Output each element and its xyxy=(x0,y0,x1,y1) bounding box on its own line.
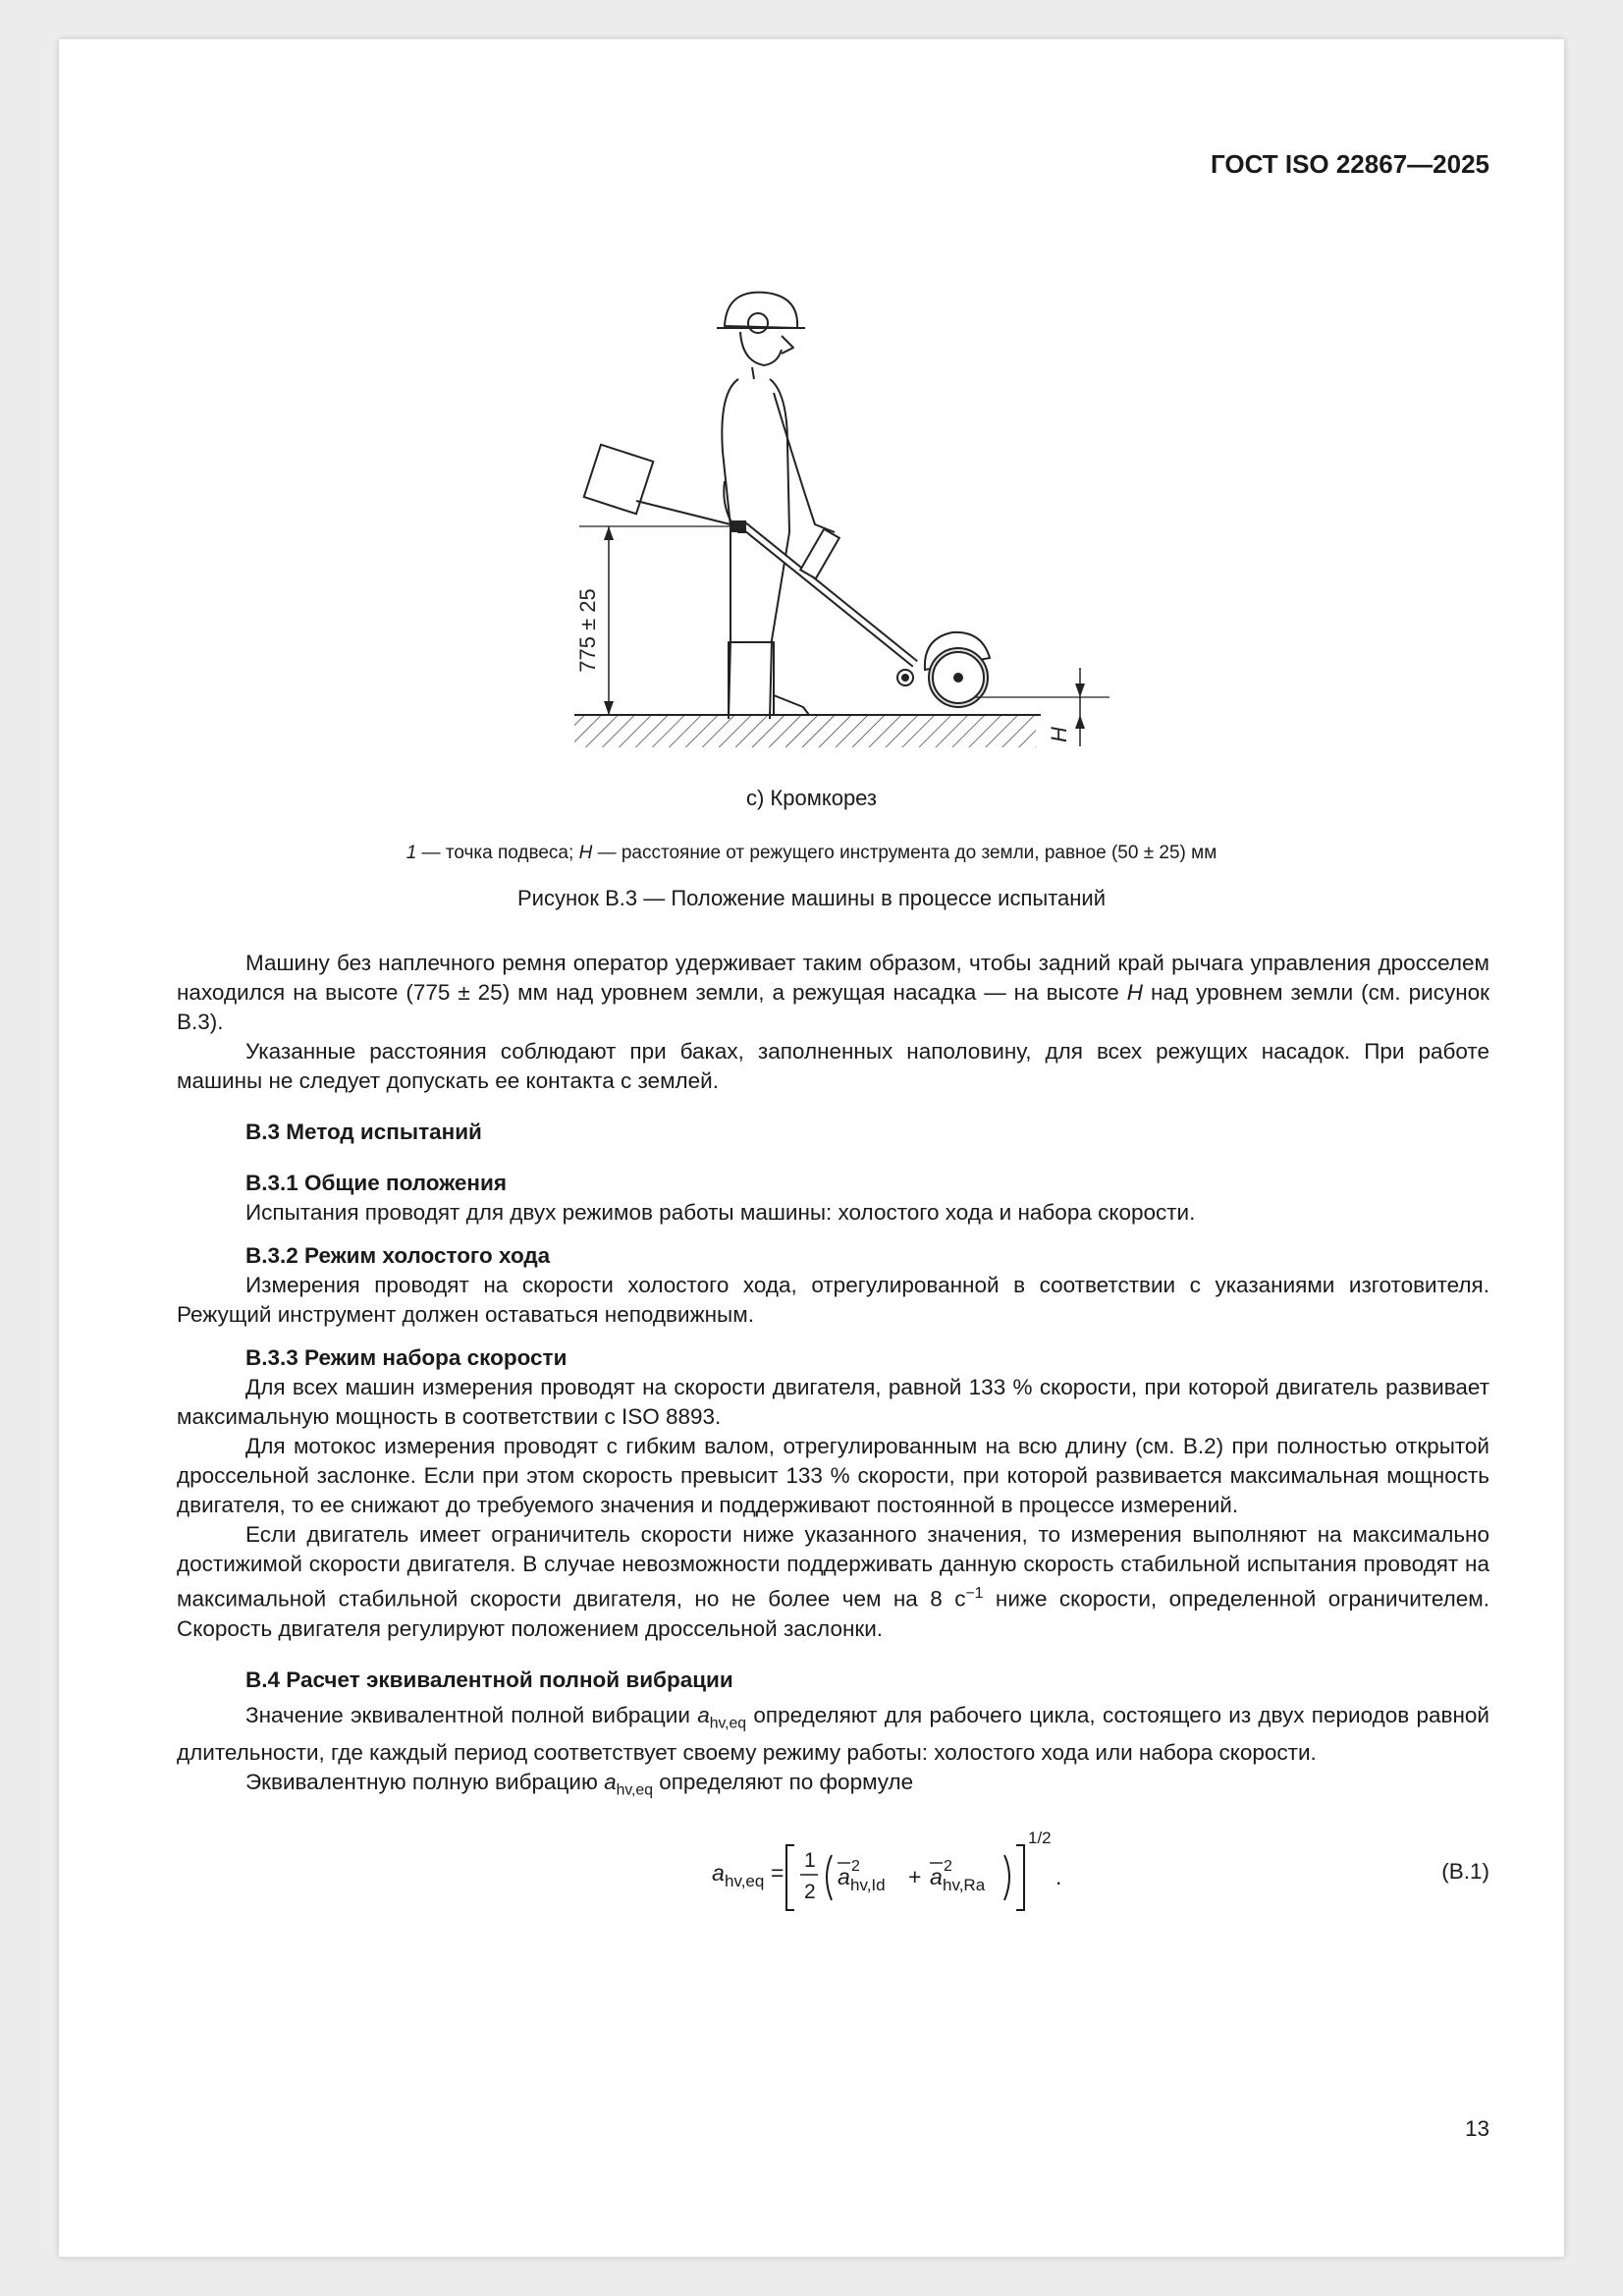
svg-text:a: a xyxy=(930,1863,943,1889)
figure-b3 xyxy=(520,246,1129,776)
paragraph-machine-position: Машину без наплечного ремня оператор удерживает таким образом, чтобы задний край рычага управления дросселем находился на высоте (775 ± 25) мм над уровнем земли, а режущая насадка — на высоте H над уровнем земли (см. рисунок В.3). xyxy=(177,951,1489,1034)
body-text xyxy=(177,949,1489,1918)
svg-text:hv,Ra: hv,Ra xyxy=(943,1875,986,1894)
paragraph-b3-3-1: Для всех машин измерения проводят на скорости двигателя, равной 133 % скорости, при которой двигатель развивает максимальную мощность в соответствии с ISO 8893. xyxy=(177,1375,1489,1429)
document-page xyxy=(59,39,1564,2257)
equation-number: (В.1) xyxy=(1441,1858,1489,1884)
paragraph-b4-2: Эквивалентную полную вибрацию $a_{hv,eq}$ определяют по формуле xyxy=(245,1770,914,1799)
heading-b3: В.3 Метод испытаний xyxy=(245,1120,482,1144)
svg-text:hv,Id: hv,Id xyxy=(850,1875,886,1894)
svg-text:=: = xyxy=(771,1859,784,1886)
svg-text:1/2: 1/2 xyxy=(1028,1828,1052,1847)
figure-sublabel: с) Кромкорез xyxy=(745,786,878,810)
svg-text:hv,eq: hv,eq xyxy=(725,1871,765,1890)
document-code: ГОСТ ISO 22867—2025 xyxy=(1210,149,1489,179)
paragraph-b3-3-3: Если двигатель имеет ограничитель скорости ниже указанного значения, то измерения выполняют на максимально достижимой скорости двигателя. В случае невозможности поддерживать данную скорость стабильной испытания проводят на максимальной стабильной скорости двигателя, но не более чем на 8 $с^{-1}$ ниже скорости, определенной ограничителем. Скорость двигателя регулируют положением дроссельной заслонки. xyxy=(177,1522,1489,1641)
svg-text:2: 2 xyxy=(804,1880,816,1903)
page-number: 13 xyxy=(1464,2116,1489,2141)
paragraph-b4-1: Значение эквивалентной полной вибрации $a_{hv,eq}$ определяют для рабочего цикла, состоящего из двух периодов равной длительности, где каждый период соответствует своему режиму работы: холостого хода или набора скорости. xyxy=(177,1702,1489,1765)
figure-legend: 1 — точка подвеса; H — расстояние от режущего инструмента до земли, равное (50 ± 25) мм xyxy=(406,843,1217,863)
formula-b1 xyxy=(177,1820,1489,1918)
throttle-handle xyxy=(730,520,746,532)
svg-text:a: a xyxy=(712,1859,725,1886)
figure-caption: Рисунок В.3 — Положение машины в процессе испытаний xyxy=(516,886,1106,910)
paragraph-distances: Указанные расстояния соблюдают при баках, заполненных наполовину, для всех режущих насадок. При работе машины не следует допускать ее контакта с землей. xyxy=(177,1039,1489,1093)
heading-b3-1: В.3.1 Общие положения xyxy=(245,1171,507,1195)
svg-text:2: 2 xyxy=(851,1857,860,1875)
svg-text:.: . xyxy=(1055,1863,1062,1889)
dimension-label-775: 775 ± 25 xyxy=(575,588,600,673)
paragraph-b3-2: Измерения проводят на скорости холостого хода, отрегулированной в соответствии с указаниями изготовителя. Режущий инструмент должен оставаться неподвижным. xyxy=(177,1273,1489,1327)
heading-b3-2: В.3.2 Режим холостого хода xyxy=(245,1243,551,1268)
heading-b4: В.4 Расчет эквивалентной полной вибрации xyxy=(245,1667,733,1692)
formula-expression xyxy=(673,1820,1124,1918)
edger-operator-illustration xyxy=(520,246,1129,776)
heading-b3-3: В.3.3 Режим набора скорости xyxy=(245,1345,568,1370)
svg-text:+: + xyxy=(908,1863,922,1889)
operator-figure xyxy=(717,293,835,719)
ground-hatch xyxy=(574,716,1036,747)
paragraph-b3-3-2: Для мотокос измерения проводят с гибким валом, отрегулированным на всю длину (см. В.2) при полностью открытой дроссельной заслонке. Если при этом скорость превысит 133 % скорости, при которой развивается максимальная мощность двигателя, то ее снижают до требуемого значения и поддерживают постоянной в процессе измерений. xyxy=(177,1434,1489,1517)
front-handle xyxy=(800,529,839,579)
edger-head xyxy=(897,632,990,707)
svg-text:a: a xyxy=(838,1863,850,1889)
paragraph-b3-1: Испытания проводят для двух режимов работы машины: холостого хода и набора скорости. xyxy=(245,1200,1196,1225)
svg-text:1: 1 xyxy=(804,1848,816,1872)
svg-text:2: 2 xyxy=(944,1857,952,1875)
dimension-label-h: H xyxy=(1047,727,1071,742)
